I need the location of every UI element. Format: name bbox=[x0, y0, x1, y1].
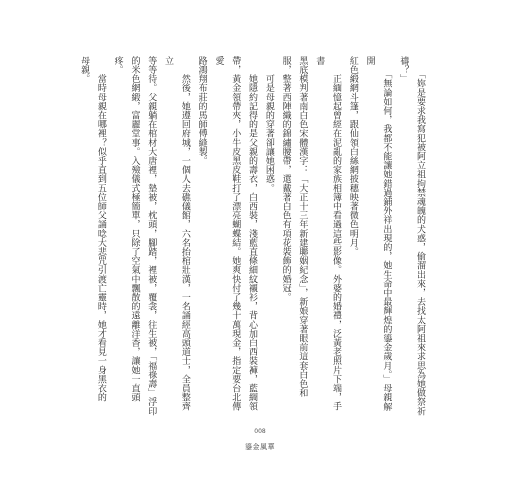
paragraph: 路鴻翔布莊的馬師傅縫製。 bbox=[196, 56, 207, 166]
paragraph: 然後，她遵回府城，一個人去礁儀館，六名抬棺壯漢，一名誦經高頭道士，全員整齊立 bbox=[163, 56, 190, 411]
page-number: 008 bbox=[254, 428, 266, 435]
paragraph: 紅色緞網斗篷，跟仙領白絲網披穗映著微色明月。 bbox=[347, 56, 358, 257]
paragraph: 等等待。父親躺在棺材大唐裡，墊被，枕頭，腳踏，裡被，覆衾，往生被，「福祿壽」浮印 bbox=[146, 56, 157, 416]
body-text bbox=[79, 56, 428, 418]
paragraph: 正緬憶起曾經在泥亂的家族相簿中看過這些影像。外婆的婚禮，泛黃老照片下端，手書 bbox=[314, 56, 342, 411]
paragraph: 當時母親在哪裡？似乎直到五位師父誦唸大悲咒引渡亡靈時，她才看見一身黑衣的 bbox=[95, 56, 106, 402]
paragraph: 的米色網緞，富麗堂事。入殮儀式極簡單，只除了空氣中飄散的遠離洋香，讓她一直頭疼。 bbox=[112, 56, 140, 402]
paragraph: 黑底模判著南白色宋體漢字：「大正十三年新建聯姻紀念」，新娘穿著眼前這套白色和 bbox=[297, 56, 308, 398]
paragraph: 禱？」 bbox=[398, 56, 409, 84]
paragraph: 她隱約記得的是父親的壽衣，白西裝，淺藍直條細紋襯衫，背心加白西裝褲，藍綢領 bbox=[247, 56, 258, 411]
paragraph: 「妳是要求我寫犯被阿立祖拘禁魂魄的犬惑，偷溜出來，去找太阿祖來求思為她做祭祈 bbox=[415, 56, 425, 416]
paragraph: 帶，黃金領帶夾，小牛皮黑皮鞋打了漂亮蝴蝶結。她爽快付了幾十萬現金，指定要台北傳愛 bbox=[213, 56, 241, 411]
paragraph: 服，整著西陣織的錦繡腰帶，還戴著白色有項花裝飾的婚冠。 bbox=[280, 56, 291, 302]
paragraph: 可是母親的穿著卻讓她困惑。 bbox=[263, 56, 274, 193]
paragraph: 「無論如何，我都不能讓她錯過鋪外祥出現的，她生命中最輝煌的鎏金歲月。」母親解開 bbox=[364, 56, 392, 411]
paragraph: 母親。 bbox=[79, 56, 90, 84]
book-title-footer: 鎏金風華 bbox=[245, 443, 275, 451]
